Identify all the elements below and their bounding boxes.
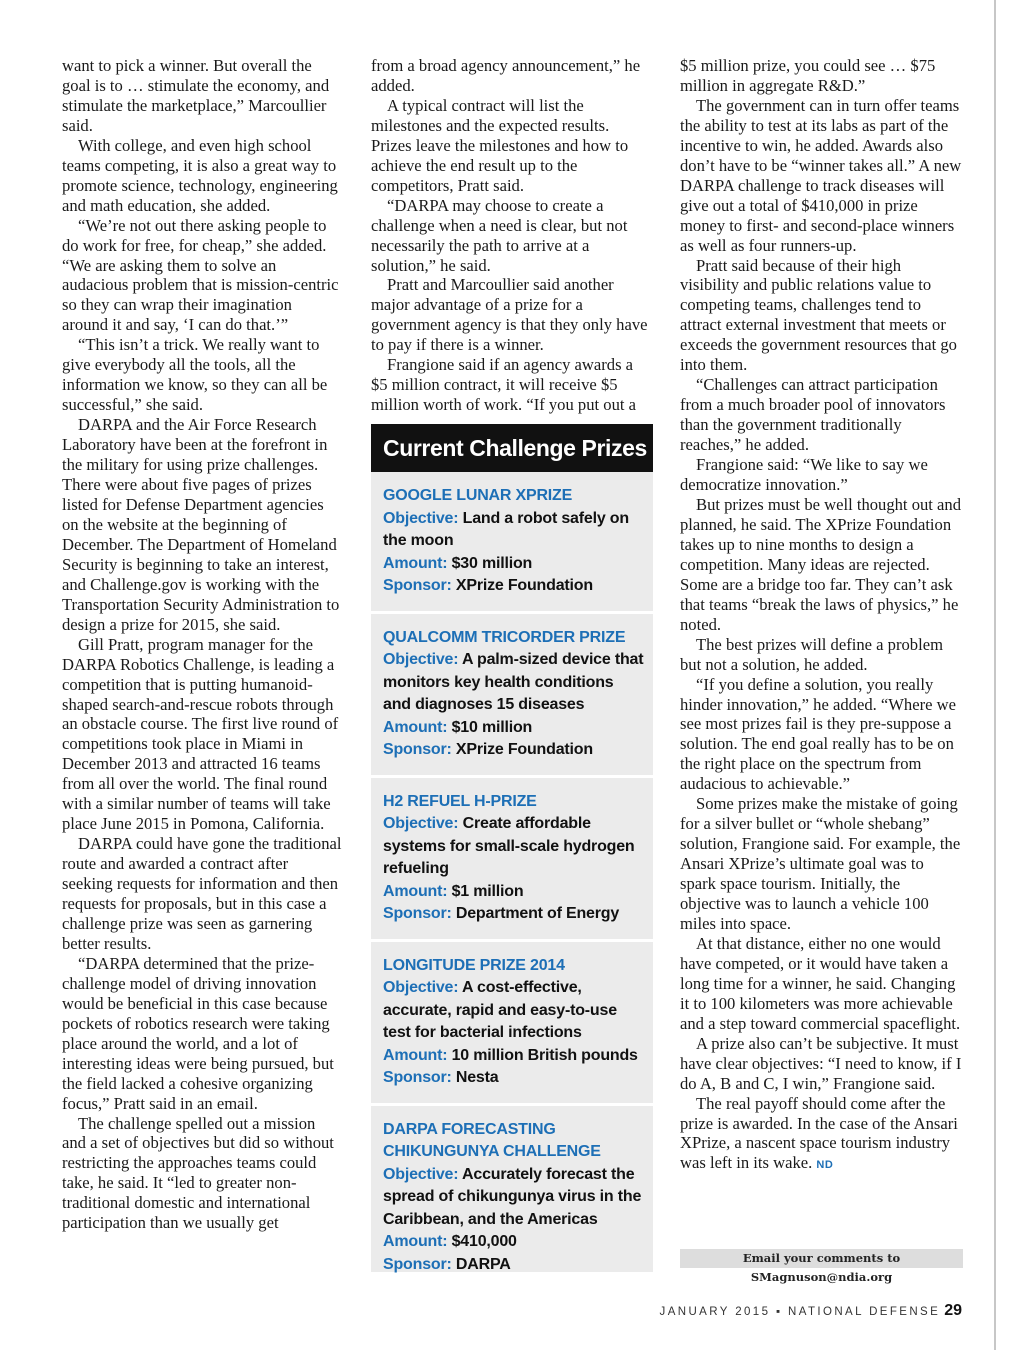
paragraph: from a broad agency announcement,” he added. bbox=[371, 56, 641, 95]
objective-value: A cost-effective, accurate, rapid and easy-to-use test for bacterial infections bbox=[383, 979, 617, 1041]
sidebar-title: Current Challenge Prizes bbox=[371, 424, 653, 472]
page-edge-rule bbox=[994, 0, 996, 1350]
prize-objective bbox=[383, 977, 645, 1045]
objective-label: Objective: bbox=[383, 979, 459, 996]
objective-value: Land a robot safely on the moon bbox=[383, 509, 629, 549]
prize-amount bbox=[383, 881, 645, 904]
paragraph-text: The real payoff should come after the prize is awarded. In the case of the Ansari XPrize, a nascent space tourism industry was left in its wake. bbox=[680, 1093, 958, 1173]
prize-objective bbox=[383, 1164, 645, 1232]
prize-name: LONGITUDE PRIZE 2014 bbox=[383, 956, 565, 974]
paragraph: Frangione said if an agency awards a $5 million contract, it will receive $5 million worth of work. “If you put out a bbox=[371, 355, 636, 415]
prize-objective bbox=[383, 649, 645, 717]
objective-value: Create affordable systems for small-scale hydrogen refueling bbox=[383, 815, 635, 877]
prize-objective bbox=[383, 813, 645, 881]
sponsor-label: Sponsor: bbox=[383, 577, 452, 594]
paragraph: $5 million prize, you could see … $75 million in aggregate R&D.” bbox=[680, 56, 936, 95]
objective-label: Objective: bbox=[383, 651, 459, 668]
prize-name: QUALCOMM TRICORDER PRIZE bbox=[383, 628, 626, 646]
paragraph: Pratt said because of their high visibility and public relations value to competing teams, challenges tend to attract external investment that meets or exceeds the government resources that go into them. bbox=[680, 255, 957, 375]
prize-name: H2 REFUEL H-PRIZE bbox=[383, 792, 537, 810]
sponsor-label: Sponsor: bbox=[383, 741, 452, 758]
paragraph: At that distance, either no one would have competed, or it would have taken a long time for a winner, he said. Changing it to 100 kilometers was more achievable and a step toward commercial spaceflight. bbox=[680, 933, 961, 1033]
paragraph: But prizes must be well thought out and planned, he said. The XPrize Foundation takes up to nine months to design a competition. Many ideas are rejected. Some are a bridge too far. They can’t ask that teams “break the laws of physics,” he noted. bbox=[680, 494, 962, 634]
paragraph: Pratt and Marcoullier said another major advantage of a prize for a government agency is that they only have to pay if there is a winner. bbox=[371, 275, 648, 355]
end-mark: ND bbox=[816, 1159, 834, 1172]
paragraph: With college, and even high school teams competing, it is also a great way to promote science, technology, engineering and math education, she added. bbox=[62, 135, 338, 215]
paragraph: Gill Pratt, program manager for the DARPA Robotics Challenge, is leading a competition that is putting humanoid-shaped search-and-rescue robots through an obstacle course. The first live round of competitions took place in Miami in December 2013 and attracted 16 teams from all over the world. The final round with a similar number of teams will take place June 2015 in Pomona, California. bbox=[62, 634, 339, 834]
paragraph: “Challenges can attract participation from a much broader pool of innovators than the government traditionally reaches,” he added. bbox=[680, 375, 946, 455]
paragraph: DARPA and the Air Force Research Laboratory have been at the forefront in the military for using prize challenges. There were about five pages of prizes listed for Defense Department agencies on the website at the beginning of December. The Department of Homeland Security is beginning to take an interest, and Challenge.gov is working with the Transportation Security Administration to design a prize for 2015, she said. bbox=[62, 415, 340, 634]
sponsor-label: Sponsor: bbox=[383, 905, 452, 922]
sponsor-value: XPrize Foundation bbox=[455, 741, 593, 758]
sponsor-value: XPrize Foundation bbox=[455, 577, 593, 594]
prize-sponsor bbox=[383, 575, 645, 598]
paragraph: Some prizes make the mistake of going for a silver bullet or “whole shebang” solution, Frangione said. For example, the Ansari XPrize’s ultimate goal was to spark space tourism. Initially, the objective was to launch a vehicle 100 miles into space. bbox=[680, 794, 961, 933]
amount-label: Amount: bbox=[383, 1233, 448, 1250]
sponsor-value: Department of Energy bbox=[455, 905, 620, 922]
amount-value: $1 million bbox=[451, 882, 524, 900]
amount-value: 10 million British pounds bbox=[451, 1046, 638, 1064]
paragraph: “If you define a solution, you really hinder innovation,” he added. “Where we see most prizes fail is they pre-suppose a solution. The end goal really has to be on the right place on the spectrum from audacious to achievable.” bbox=[680, 674, 956, 794]
article-column-2 bbox=[371, 56, 653, 415]
objective-value: Accurately forecast the spread of chikungunya virus in the Caribbean, and the Americas bbox=[383, 1165, 642, 1228]
prize-amount bbox=[383, 717, 645, 740]
paragraph: The challenge spelled out a mission and a set of objectives but did so without restricting the approaches teams could take, he said. It “led to greater non-traditional domestic and international participation than we usually get bbox=[62, 1113, 334, 1233]
sponsor-value: DARPA bbox=[455, 1255, 511, 1273]
prize-entry bbox=[371, 472, 653, 614]
prize-entry bbox=[371, 942, 653, 1106]
amount-value: $30 million bbox=[451, 554, 533, 572]
paragraph: “DARPA may choose to create a challenge when a need is clear, but not necessarily the path to arrive at a solution,” he said. bbox=[371, 195, 628, 275]
page-footer bbox=[660, 1302, 962, 1320]
amount-value: $10 million bbox=[451, 718, 533, 736]
objective-label: Objective: bbox=[383, 1165, 459, 1183]
paragraph: Frangione said: “We like to say we democratize innovation.” bbox=[680, 455, 928, 495]
prize-sponsor bbox=[383, 1254, 645, 1277]
paragraph: “We’re not out there asking people to do work for free, for cheap,” she added. “We are asking them to solve an audacious problem that is mission-centric so they can wrap their imagination around it and say, ‘I can do that.’” bbox=[62, 215, 339, 335]
sponsor-value: Nesta bbox=[455, 1069, 499, 1086]
article-column-3 bbox=[680, 56, 962, 1176]
sponsor-label: Sponsor: bbox=[383, 1069, 452, 1086]
sponsor-label: Sponsor: bbox=[383, 1255, 452, 1273]
prize-objective bbox=[383, 508, 645, 553]
prize-amount bbox=[383, 1045, 645, 1068]
amount-label: Amount: bbox=[383, 1046, 448, 1064]
prize-entry bbox=[371, 1106, 653, 1290]
prize-entry bbox=[371, 778, 653, 942]
paragraph: The best prizes will define a problem but not a solution, he added. bbox=[680, 634, 943, 674]
paragraph: A prize also can’t be subjective. It must have clear objectives: “I need to know, if I do A, B and C, I win,” Frangione said. bbox=[680, 1033, 962, 1093]
prize-amount bbox=[383, 1231, 645, 1254]
paragraph: DARPA could have gone the traditional route and awarded a contract after seeking requests for information and then requests for proposals, but in this case a challenge prize was seen as garnering better results. bbox=[62, 834, 342, 953]
objective-label: Objective: bbox=[383, 815, 459, 832]
issue-label: JANUARY 2015 ▪ NATIONAL DEFENSE bbox=[659, 1306, 941, 1318]
paragraph: The government can in turn offer teams the ability to test at its labs as part of the incentive to win, he added. Awards also don’t have to be “winner takes all.” A new DARPA challenge to track diseases will give out a total of $410,000 in prize money to first- and second-place winners as well as four runners-up. bbox=[680, 95, 962, 255]
objective-value: A palm-sized device that monitors key health conditions and diagnoses 15 diseases bbox=[383, 651, 644, 713]
prize-name: GOOGLE LUNAR XPRIZE bbox=[383, 487, 573, 504]
paragraph: A typical contract will list the milestones and the expected results. Prizes leave the milestones and how to achieve the end result up to the competitors, Pratt said. bbox=[371, 95, 629, 195]
paragraph: want to pick a winner. But overall the goal is to … stimulate the economy, and stimulate the marketplace,” Marcoullier said. bbox=[62, 56, 330, 135]
article-column-1 bbox=[62, 56, 342, 1233]
prize-sponsor bbox=[383, 739, 645, 762]
amount-label: Amount: bbox=[383, 882, 448, 900]
prize-amount bbox=[383, 553, 645, 576]
prize-sponsor bbox=[383, 903, 645, 926]
email-comments-note: Email your comments to SMagnuson@ndia.org bbox=[680, 1249, 963, 1268]
prize-name: DARPA FORECASTING CHIKUNGUNYA CHALLENGE bbox=[383, 1120, 601, 1160]
challenge-prizes-sidebar bbox=[371, 424, 653, 1272]
prize-sponsor bbox=[383, 1067, 645, 1090]
paragraph: “DARPA determined that the prize-challenge model of driving innovation would be beneficial in this case because pockets of robotics research were taking place around the world, and a lot of interesting ideas were being pursued, but the field lacked a cohesive organizing focus,” Pratt said in an email. bbox=[62, 953, 334, 1113]
prize-entry bbox=[371, 614, 653, 778]
paragraph-final bbox=[680, 1094, 962, 1177]
amount-label: Amount: bbox=[383, 718, 448, 736]
amount-value: $410,000 bbox=[451, 1233, 517, 1250]
amount-label: Amount: bbox=[383, 554, 448, 572]
paragraph: “This isn’t a trick. We really want to give everybody all the tools, all the information we know, so they can all be successful,” she said. bbox=[62, 335, 328, 415]
objective-label: Objective: bbox=[383, 509, 459, 527]
page-number: 29 bbox=[944, 1302, 962, 1319]
